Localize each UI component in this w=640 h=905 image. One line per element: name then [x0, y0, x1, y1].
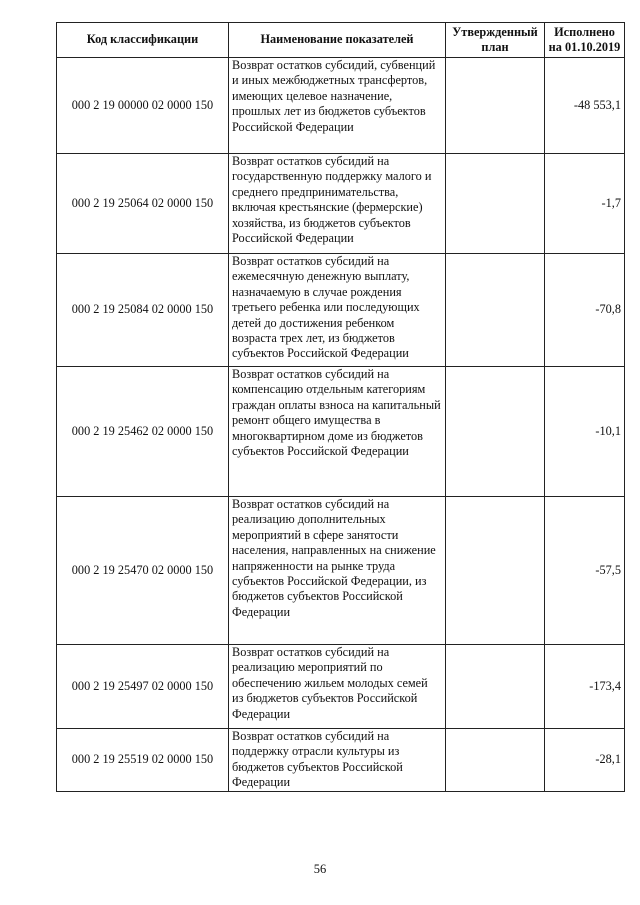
cell-code: 000 2 19 00000 02 0000 150 — [57, 58, 229, 154]
table-row — [57, 645, 625, 729]
cell-executed: -57,5 — [545, 497, 625, 645]
cell-name: Возврат остатков субсидий на реализацию мероприятий по обеспечению жильем молодых семей из бюджетов субъектов Российской Федерации — [229, 645, 446, 729]
cell-name: Возврат остатков субсидий на государственную поддержку малого и среднего предпринимательства, включая крестьянские (фермерские) хозяйства, из бюджетов субъектов Российской Федерации — [229, 154, 446, 254]
header-plan — [446, 23, 545, 58]
cell-plan — [446, 254, 545, 367]
cell-code: 000 2 19 25462 02 0000 150 — [57, 367, 229, 497]
table-row — [57, 367, 625, 497]
cell-code: 000 2 19 25470 02 0000 150 — [57, 497, 229, 645]
cell-plan — [446, 645, 545, 729]
header-executed-line2: на 01.10.2019 — [548, 40, 621, 54]
cell-code: 000 2 19 25519 02 0000 150 — [57, 729, 229, 792]
table-row — [57, 729, 625, 792]
cell-plan — [446, 497, 545, 645]
cell-plan — [446, 58, 545, 154]
cell-code: 000 2 19 25064 02 0000 150 — [57, 154, 229, 254]
header-plan-line2: план — [481, 40, 509, 54]
header-row — [57, 23, 625, 58]
cell-executed: -48 553,1 — [545, 58, 625, 154]
cell-executed: -173,4 — [545, 645, 625, 729]
header-code: Код классификации — [57, 23, 229, 58]
table-body — [57, 58, 625, 792]
page-number: 56 — [313, 862, 327, 876]
cell-name: Возврат остатков субсидий на ежемесячную денежную выплату, назначаемую в случае рождения третьего ребенка или последующих детей до достижения ребенком возраста трех лет, из бюджетов субъектов Российской Федерации — [229, 254, 446, 367]
cell-executed: -10,1 — [545, 367, 625, 497]
cell-code: 000 2 19 25084 02 0000 150 — [57, 254, 229, 367]
header-plan-line1: Утвержденный — [452, 24, 538, 39]
cell-name: Возврат остатков субсидий на реализацию дополнительных мероприятий в сфере занятости населения, направленных на снижение напряженности на рынке труда субъектов Российской Федерации, из бюджетов субъектов Российской Федерации — [229, 497, 446, 645]
cell-name: Возврат остатков субсидий на компенсацию отдельным категориям граждан оплаты взноса на капитальный ремонт общего имущества в многоквартирном доме из бюджетов субъектов Российской Федерации — [229, 367, 446, 497]
cell-plan — [446, 367, 545, 497]
table-row — [57, 497, 625, 645]
header-executed-line1: Исполнено — [554, 24, 615, 39]
table-row — [57, 154, 625, 254]
cell-executed: -70,8 — [545, 254, 625, 367]
cell-plan — [446, 154, 545, 254]
cell-name: Возврат остатков субсидий на поддержку отрасли культуры из бюджетов субъектов Российской Федерации — [229, 729, 446, 792]
cell-code: 000 2 19 25497 02 0000 150 — [57, 645, 229, 729]
cell-executed: -1,7 — [545, 154, 625, 254]
header-executed — [545, 23, 625, 58]
header-name: Наименование показателей — [229, 23, 446, 58]
table-row — [57, 254, 625, 367]
cell-plan — [446, 729, 545, 792]
table-row — [57, 58, 625, 154]
table-header — [57, 23, 625, 58]
cell-executed: -28,1 — [545, 729, 625, 792]
cell-name: Возврат остатков субсидий, субвенций и иных межбюджетных трансфертов, имеющих целевое назначение, прошлых лет из бюджетов субъектов Российской Федерации — [229, 58, 446, 154]
budget-table — [56, 22, 625, 792]
